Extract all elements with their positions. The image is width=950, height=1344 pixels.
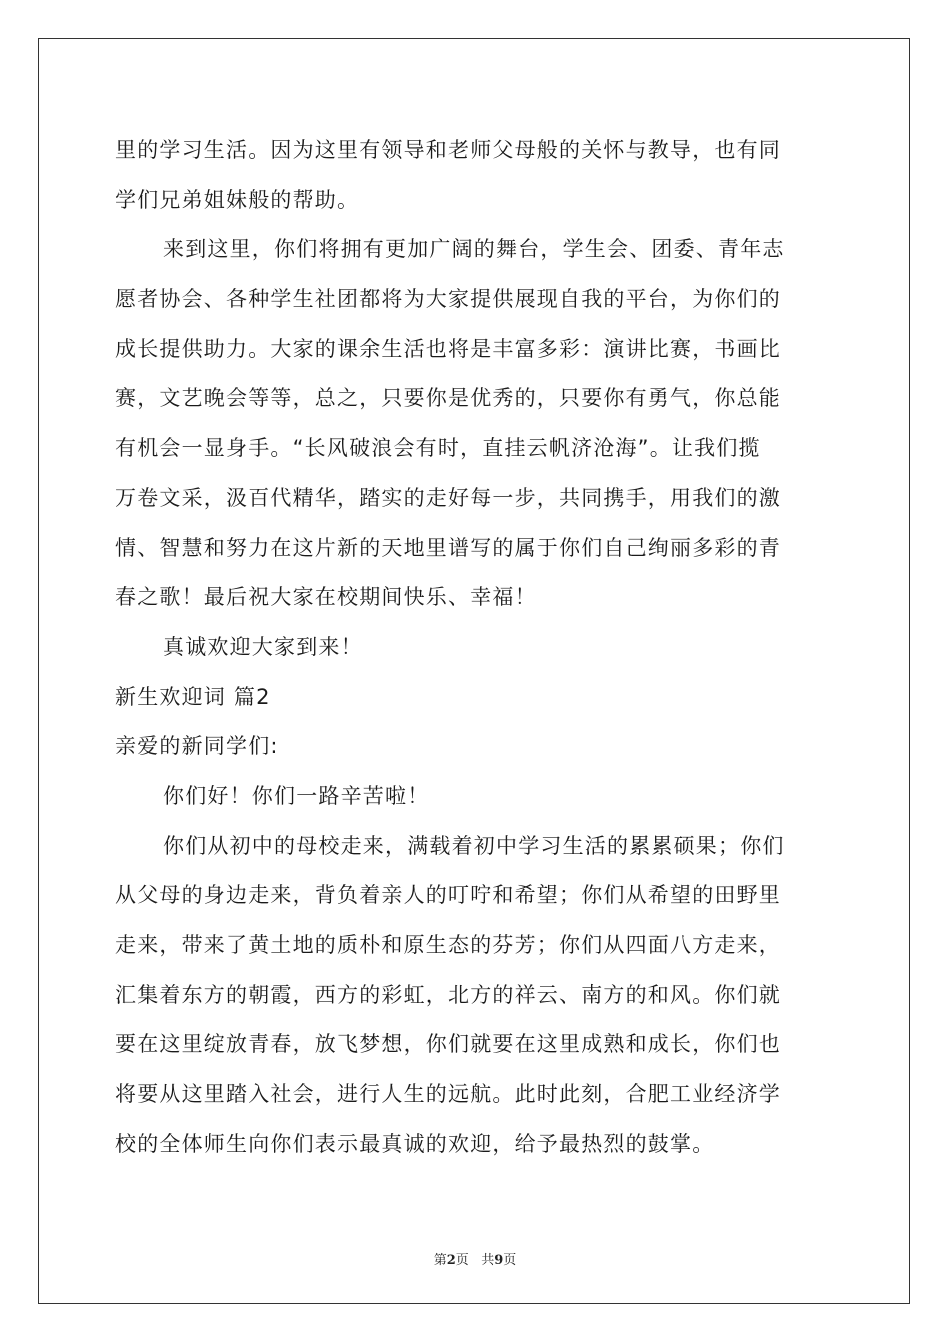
text-line: 要在这里绽放青春，放飞梦想，你们就要在这里成熟和成长，你们也 xyxy=(115,1032,781,1057)
text-line: 成长提供助力。大家的课余生活也将是丰富多彩：演讲比赛，书画比 xyxy=(115,336,781,361)
text-line: 新生欢迎词 篇2 xyxy=(115,684,271,709)
footer-total-pages: 9 xyxy=(494,1253,504,1268)
text-line: 汇集着东方的朝霞，西方的彩虹，北方的祥云、南方的和风。你们就 xyxy=(115,982,781,1007)
footer-current-page: 2 xyxy=(446,1253,456,1268)
footer-prefix: 第 xyxy=(433,1253,447,1268)
text-line: 亲爱的新同学们: xyxy=(115,734,279,759)
footer-total-suffix: 页 xyxy=(503,1253,517,1268)
text-line: 情、智慧和努力在这片新的天地里谱写的属于你们自己绚丽多彩的青 xyxy=(115,535,781,560)
page-footer xyxy=(0,1249,950,1268)
text-line: 春之歌！最后祝大家在校期间快乐、幸福！ xyxy=(115,585,537,610)
text-line: 走来，带来了黄土地的质朴和原生态的芬芳；你们从四面八方走来， xyxy=(115,933,781,957)
text-line: 万卷文采，汲百代精华，踏实的走好每一步，共同携手，用我们的激 xyxy=(115,485,781,510)
text-line: 校的全体师生向你们表示最真诚的欢迎，给予最热烈的鼓掌。 xyxy=(115,1131,715,1156)
footer-page-suffix: 页 xyxy=(455,1253,469,1268)
text-line: 来到这里，你们将拥有更加广阔的舞台，学生会、团委、青年志 xyxy=(163,237,785,262)
text-line: 愿者协会、各种学生社团都将为大家提供展现自我的平台，为你们的 xyxy=(115,287,781,312)
text-line: 有机会一显身手。“长风破浪会有时，直挂云帆济沧海”。让我们揽 xyxy=(115,436,761,461)
text-line: 里的学习生活。因为这里有领导和老师父母般的关怀与教导，也有同 xyxy=(115,138,781,162)
text-line: 你们从初中的母校走来，满载着初中学习生活的累累硕果；你们 xyxy=(163,833,785,858)
document-body xyxy=(115,126,835,1169)
text-line: 赛，文艺晚会等等，总之，只要你是优秀的，只要你有勇气，你总能 xyxy=(115,386,781,411)
text-line: 你们好！你们一路辛苦啦！ xyxy=(163,783,430,808)
text-line: 真诚欢迎大家到来！ xyxy=(163,634,363,659)
footer-total-prefix: 共 xyxy=(481,1253,495,1268)
text-line: 学们兄弟姐妹般的帮助。 xyxy=(115,187,360,212)
text-line: 从父母的身边走来，背负着亲人的叮咛和希望；你们从希望的田野里 xyxy=(115,883,781,908)
text-line: 将要从这里踏入社会，进行人生的远航。此时此刻，合肥工业经济学 xyxy=(115,1082,781,1107)
